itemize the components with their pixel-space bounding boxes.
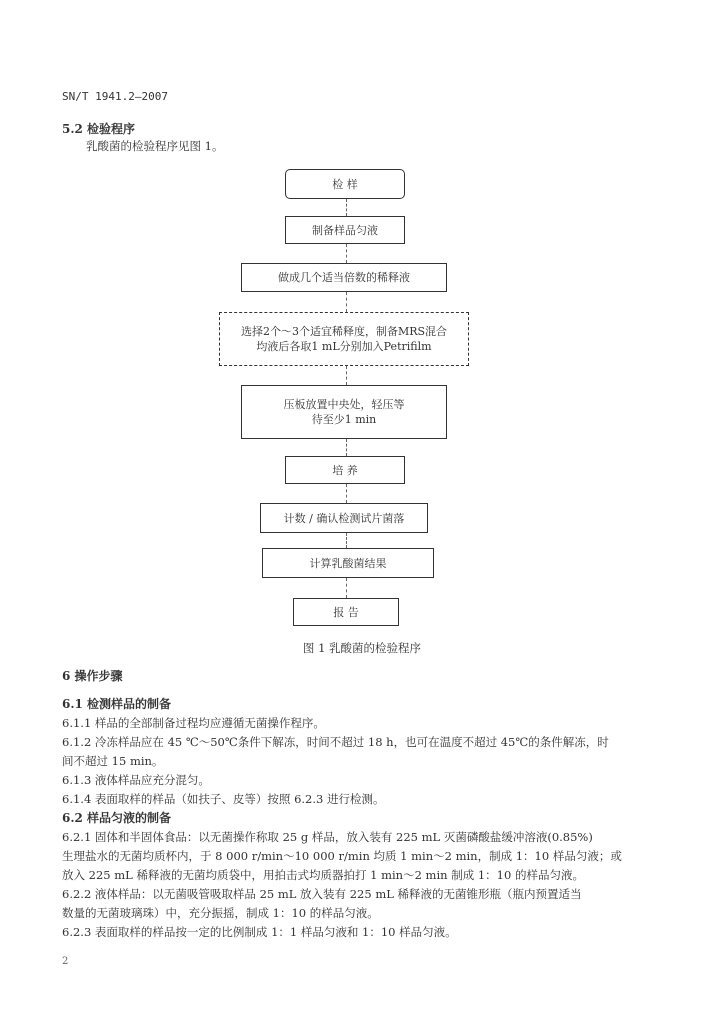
flow-connector xyxy=(346,484,347,503)
flow-connector xyxy=(346,533,347,548)
flow-connector xyxy=(346,366,347,385)
flow-connector xyxy=(346,439,347,456)
para-6-2-1-line2: 生理盐水的无菌均质杯内，于 8 000 r/min～10 000 r/min 均质 1 min～2 min，制成 1：10 样品匀液；或 xyxy=(62,849,622,863)
para-6-2-2-line1: 6.2.2 液体样品：以无菌吸管吸取样品 25 mL 放入装有 225 mL 稀释液的无菌锥形瓶（瓶内预置适当 xyxy=(62,887,582,901)
figure-caption: 图 1 乳酸菌的检验程序 xyxy=(302,641,422,655)
flow-step-sample: 检 样 xyxy=(285,169,405,199)
page-number: 2 xyxy=(62,956,69,967)
para-6-1-4: 6.1.4 表面取样的样品（如扶子、皮等）按照 6.2.3 进行检测。 xyxy=(62,792,385,806)
flow-connector xyxy=(346,578,347,598)
flow-connector xyxy=(346,244,347,263)
flow-step-homogenate: 制备样品匀液 xyxy=(285,216,405,244)
flow-connector xyxy=(346,292,347,312)
para-6-1-1: 6.1.1 样品的全部制备过程均应遵循无菌操作程序。 xyxy=(62,716,325,730)
flow-step-press-text: 压板放置中央处，轻压等待至少1 min xyxy=(283,398,405,426)
flow-step-select-dilution-text: 选择2个～3个适宜稀释度，制备MRS混合均液后各取1 mL分别加入Petrifilm xyxy=(240,325,448,353)
flow-step-select-dilution xyxy=(219,312,469,366)
flow-step-incubate: 培 养 xyxy=(285,456,405,484)
flow-connector xyxy=(346,199,347,216)
section-5-2-title: 5.2 检验程序 xyxy=(62,122,136,136)
flow-step-dilutions: 做成几个适当倍数的稀释液 xyxy=(241,263,447,292)
section-5-2-intro: 乳酸菌的检验程序见图 1。 xyxy=(86,139,224,153)
flow-step-report: 报 告 xyxy=(293,598,399,626)
standard-number: SN/T 1941.2—2007 xyxy=(62,90,168,103)
flow-step-calculate: 计算乳酸菌结果 xyxy=(262,548,434,578)
para-6-2-2-line2: 数量的无菌玻璃珠）中，充分振摇，制成 1：10 的样品匀液。 xyxy=(62,906,379,920)
para-6-2-1-line3: 放入 225 mL 稀释液的无菌均质袋中，用拍击式均质器拍打 1 min～2 min 制成 1：10 的样品匀液。 xyxy=(62,868,584,882)
para-6-1-2-line2: 间不超过 15 min。 xyxy=(62,754,164,768)
flow-step-press xyxy=(241,385,447,439)
para-6-1-2-line1: 6.1.2 冷冻样品应在 45 ℃～50℃条件下解冻，时间不超过 18 h，也可在温度不超过 45℃的条件解冻，时 xyxy=(62,735,609,749)
section-6-2-title: 6.2 样品匀液的制备 xyxy=(62,811,172,825)
para-6-2-1-line1: 6.2.1 固体和半固体食品：以无菌操作称取 25 g 样品，放入装有 225 mL 灭菌磷酸盐缓冲溶液(0.85%) xyxy=(62,830,593,844)
section-6-title: 6 操作步骤 xyxy=(62,669,123,683)
para-6-2-3: 6.2.3 表面取样的样品按一定的比例制成 1：1 样品匀液和 1：10 样品匀液。 xyxy=(62,925,457,939)
flow-step-count: 计数 / 确认检测试片菌落 xyxy=(260,503,428,533)
section-6-1-title: 6.1 检测样品的制备 xyxy=(62,697,172,711)
para-6-1-3: 6.1.3 液体样品应充分混匀。 xyxy=(62,773,210,787)
